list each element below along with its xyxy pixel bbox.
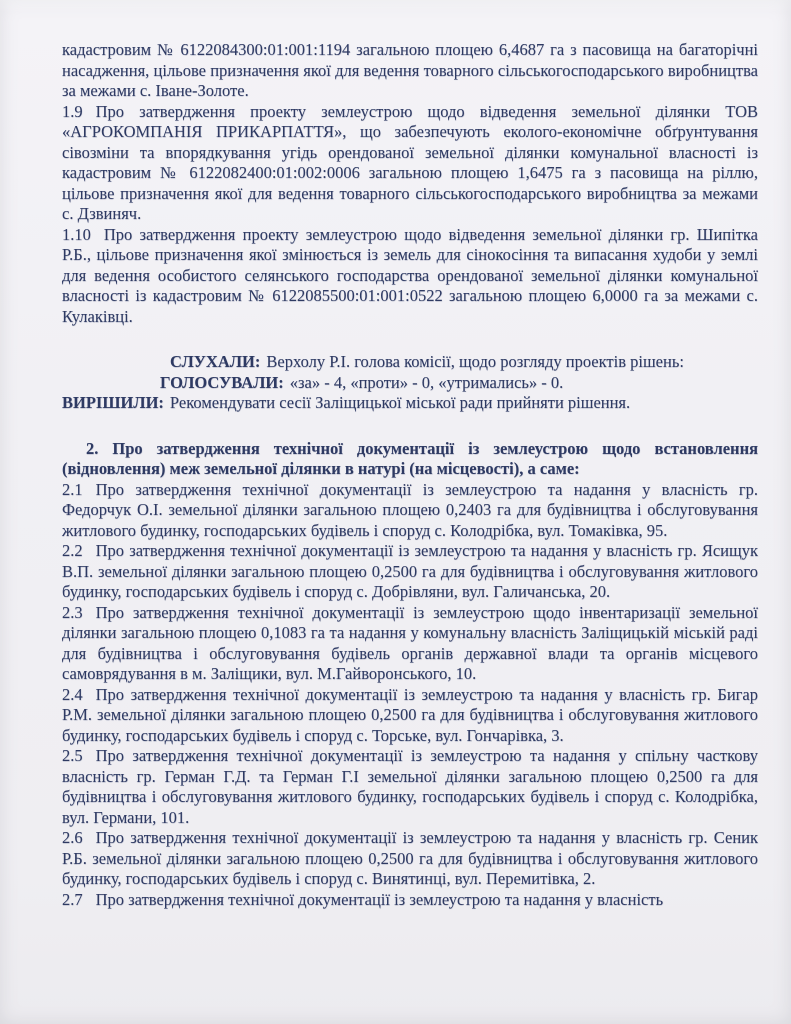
paragraph-continuation: кадастровим № 6122084300:01:001:1194 загальною площею 6,4687 га з пасовища на багаторічні насадження, цільове призначення якої для ведення товарного сільськогосподарського виробництва за межами с. Іване-Золоте. [62,40,758,100]
agenda-item-2-5 [62,746,758,828]
voted-text: «за» - 4, «проти» - 0, «утримались» - 0. [289,372,564,392]
section-number: 2. [86,438,99,458]
agenda-item-2-6 [62,828,758,890]
document-content [62,40,758,910]
agenda-item-2-3 [62,603,758,685]
section-heading-text: Про затвердження технічної документації із землеустрою щодо встановлення (відновлення) меж земельної ділянки в натурі (на місцевості), а саме: [62,438,758,478]
item-number: 2.5 [62,746,83,765]
item-number: 2.3 [62,602,83,622]
item-text: Про затвердження проекту землеустрою щодо відведення земельної ділянки ТОВ «АГРОКОМПАНІЯ ПРИКАРПАТТЯ», що забезпечують еколого-економічне обґрунтування сівозміни та впорядкування угідь орендованої земельної ділянки комунальної власності із кадастровим № 6122082400:01:002:0006 загальною площею 1,6475 га з пасовища на ріллю, цільове призначення якої для ведення товарного сільськогосподарського виробництва за межами с. Дзвиняч. [62,101,758,223]
agenda-item-2-4 [62,685,758,747]
decided-label: ВИРІШИЛИ: [62,393,164,412]
item-text: Про затвердження технічної документації із землеустрою щодо інвентаризації земельної ділянки загальною площею 0,1083 га та надання у комунальну власність Заліщицькій міській раді для будівництва і обслуговування будівель органів державної влади та органів місцевого самоврядування в м. Заліщики, вул. М.Гайворонського, 10. [62,602,758,683]
agenda-item-2-1 [62,480,758,542]
item-number: 2.6 [62,828,83,847]
item-number: 2.1 [62,479,83,499]
item-text: Про затвердження технічної документації із землеустрою та надання у власність гр. Ясищук В.П. земельної ділянки загальною площею 0,2500 га для будівництва і обслуговування житлового будинку, господарських будівель і споруд с. Добрівляни, вул. Галичанська, 20. [62,541,758,601]
item-text: Про затвердження технічної документації із землеустрою та надання у власність гр. Федорчук О.І. земельної ділянки загальною площею 0,2403 га для будівництва і обслуговування житлового будинку, господарських будівель і споруд с. Колодрібка, вул. Томаківка, 95. [62,479,758,540]
agenda-item-1-10 [62,225,758,328]
item-number: 1.10 [62,224,91,244]
item-text: Про затвердження технічної документації із землеустрою та надання у власність [95,889,664,909]
item-text: Про затвердження технічної документації із землеустрою та надання у спільну часткову власність гр. Герман Г.Д. та Герман Г.І земельної ділянки загальною площею 0,2500 га для будівництва і обслуговування житлового будинку, господарських будівель і споруд с. Колодрібка, вул. Германи, 101. [62,746,758,827]
decided-text: Рекомендувати сесії Заліщицької міської ради прийняти рішення. [169,393,631,412]
resolution-voted-line [62,373,758,394]
voted-label: ГОЛОСУВАЛИ: [160,372,284,392]
item-number: 2.7 [62,889,83,909]
agenda-item-2-2 [62,541,758,603]
item-text: Про затвердження технічної документації із землеустрою та надання у власність гр. Бигар Р.М. земельної ділянки загальною площею 0,2500 га для будівництва і обслуговування житлового будинку, господарських будівель і споруд с. Торське, вул. Гончарівка, 3. [62,684,758,745]
heard-text: Верхолу Р.І. голова комісії, щодо розгляду проектів рішень: [266,352,684,371]
resolution-heard-line [62,352,758,373]
heard-label: СЛУХАЛИ: [170,352,261,371]
item-text: Про затвердження технічної документації із землеустрою та надання у власність гр. Сеник Р.Б. земельної ділянки загальною площею 0,2500 га для будівництва і обслуговування житлового будинку, господарських будівель і споруд с. Винятинці, вул. Перемитівка, 2. [62,828,758,888]
agenda-item-1-9 [62,102,758,225]
item-number: 2.4 [62,684,83,704]
resolution-decided-line [62,393,758,414]
item-text: Про затвердження проекту землеустрою щодо відведення земельної ділянки гр. Шипітка Р.Б., цільове призначення якої змінюється із земель для сінокосіння та випасання худоби у землі для ведення особистого селянського господарства орендованої земельної ділянки комунальної власності із кадастровим № 6122085500:01:001:0522 загальною площею 6,0000 га за межами с. Кулаківці. [62,224,758,326]
item-number: 1.9 [62,101,83,121]
agenda-item-2-7-partial [62,890,758,911]
section-2-heading [62,439,758,480]
item-number: 2.2 [62,541,83,560]
